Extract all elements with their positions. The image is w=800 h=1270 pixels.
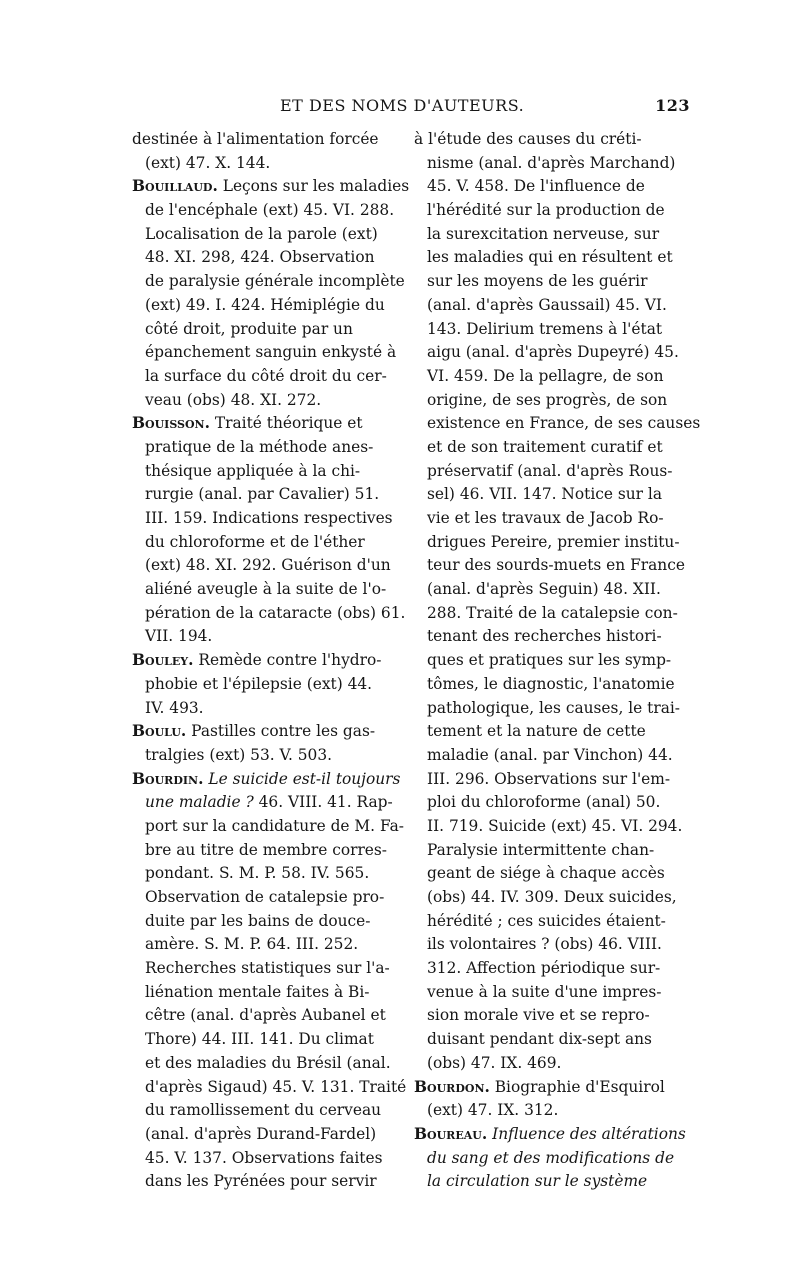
- text-line: [132, 270, 405, 294]
- text-line: [132, 673, 388, 697]
- text-segment: Biographie d'Esquirol: [489, 1077, 665, 1096]
- text-line: [414, 483, 688, 507]
- text-segment: Recherches statistiques sur l'a-: [145, 959, 390, 978]
- text-segment: ques et pratiques sur les symp-: [427, 651, 672, 670]
- text-segment: (anal. d'après Seguin) 48. XII.: [427, 580, 661, 599]
- text-line: [132, 625, 388, 649]
- text-line: [414, 815, 688, 839]
- index-entry: [414, 1123, 688, 1194]
- text-line: [132, 483, 388, 507]
- text-segment: du ramollissement du cerveau: [145, 1101, 382, 1120]
- text-segment: Influence des altérations: [492, 1124, 686, 1143]
- text-line: [414, 720, 688, 744]
- text-segment: pération de la cataracte (obs) 61.: [145, 603, 406, 622]
- text-line: [414, 1147, 688, 1171]
- text-segment: III. 159. Indications respectives: [145, 509, 393, 527]
- text-segment: épanchement sanguin enkysté à: [145, 343, 397, 362]
- text-segment: 48. XI. 298, 424. Observation: [145, 248, 375, 267]
- text-line: [132, 1147, 388, 1171]
- text-line: [132, 223, 388, 247]
- text-line: [414, 839, 688, 863]
- text-segment: phobie et l'épilepsie (ext) 44.: [145, 674, 373, 693]
- text-segment: Thore) 44. III. 141. Du climat: [145, 1030, 374, 1049]
- text-segment: du sang et des modifications de: [427, 1148, 675, 1167]
- text-segment: veau (obs) 48. XI. 272.: [145, 390, 322, 409]
- text-line: [414, 957, 688, 981]
- text-segment: et des maladies du Brésil (anal.: [145, 1053, 391, 1072]
- text-line: [414, 981, 688, 1005]
- text-segment: Traité théorique et: [209, 414, 363, 433]
- text-segment: duite par les bains de douce-: [145, 911, 371, 930]
- text-line: [132, 933, 388, 957]
- text-line: [414, 602, 688, 626]
- text-line: [132, 768, 401, 792]
- text-line: [414, 270, 688, 294]
- running-title: ET DES NOMS D'AUTEURS.: [280, 96, 525, 115]
- text-line: [132, 649, 388, 673]
- text-line: [132, 531, 388, 555]
- text-segment: amère. S. M. P. 64. III. 252.: [145, 935, 359, 954]
- text-line: [414, 389, 688, 413]
- text-line: [132, 910, 388, 934]
- text-line: [132, 152, 388, 176]
- text-line: [132, 1004, 388, 1028]
- text-segment: destinée à l'alimentation forcée: [132, 130, 379, 148]
- text-segment: (ext) 48. XI. 292. Guérison d'un: [145, 556, 391, 575]
- text-line: [414, 507, 688, 531]
- text-line: [414, 199, 688, 223]
- text-line: [132, 839, 388, 863]
- text-line: [414, 175, 688, 199]
- text-line: [414, 1170, 688, 1194]
- text-line: [132, 1028, 388, 1052]
- text-segment: ploi du chloroforme (anal) 50.: [427, 793, 661, 812]
- text-segment: la surexcitation nerveuse, sur: [427, 224, 660, 243]
- text-segment: 45. V. 458. De l'influence de: [427, 177, 645, 196]
- text-segment: une maladie ?: [145, 793, 254, 812]
- text-segment: VII. 194.: [145, 627, 213, 646]
- text-segment: venue à la suite d'une impres-: [427, 982, 662, 1001]
- text-line: [414, 1076, 688, 1100]
- text-line: [414, 933, 688, 957]
- text-segment: 46. VIII. 41. Rap-: [253, 793, 393, 812]
- author-name: Bourdin.: [132, 769, 204, 788]
- text-line: [132, 318, 388, 342]
- text-segment: la surface du côté droit du cer-: [145, 366, 387, 385]
- text-line: [414, 649, 688, 673]
- text-segment: sel) 46. VII. 147. Notice sur la: [427, 485, 663, 504]
- author-name: Bouillaud.: [132, 177, 218, 196]
- text-segment: teur des sourds-muets en France: [427, 556, 685, 575]
- text-segment: pratique de la méthode anes-: [145, 437, 374, 456]
- text-segment: dans les Pyrénées pour servir: [145, 1172, 377, 1191]
- text-line: [414, 152, 688, 176]
- text-line: [132, 128, 388, 152]
- author-name: Bouisson.: [132, 414, 210, 433]
- text-line: [414, 294, 688, 318]
- text-line: [132, 554, 391, 578]
- text-line: [132, 981, 388, 1005]
- text-segment: III. 296. Observations sur l'em-: [427, 769, 671, 788]
- text-line: [414, 365, 688, 389]
- text-line: [132, 294, 388, 318]
- text-segment: aigu (anal. d'après Dupeyré) 45.: [427, 343, 679, 362]
- text-segment: Paralysie intermittente chan-: [427, 840, 655, 859]
- text-line: [414, 910, 688, 934]
- text-segment: (obs) 47. IX. 469.: [427, 1053, 562, 1072]
- text-line: [132, 1076, 407, 1100]
- text-segment: (anal. d'après Durand-Fardel): [145, 1124, 377, 1143]
- text-segment: de paralysie générale incomplète: [145, 272, 405, 291]
- text-line: [414, 531, 688, 555]
- text-segment: 312. Affection périodique sur-: [427, 959, 661, 978]
- text-line: [132, 1099, 388, 1123]
- index-entry: [132, 649, 388, 720]
- text-line: [132, 697, 388, 721]
- author-name: Bourdon.: [414, 1077, 490, 1096]
- text-segment: cêtre (anal. d'après Aubanel et: [145, 1006, 386, 1025]
- text-line: [414, 862, 688, 886]
- text-segment: les maladies qui en résultent et: [427, 248, 673, 267]
- text-line: [132, 412, 388, 436]
- running-header: [130, 96, 690, 120]
- text-line: [132, 1123, 388, 1147]
- text-segment: 288. Traité de la catalepsie con-: [427, 603, 678, 622]
- text-line: [132, 175, 410, 199]
- text-segment: thésique appliquée à la chi-: [145, 461, 361, 480]
- text-line: [132, 602, 406, 626]
- text-line: [132, 341, 397, 365]
- text-line: [414, 578, 688, 602]
- author-name: Boulu.: [132, 722, 187, 741]
- text-segment: Pastilles contre les gas-: [186, 722, 376, 741]
- text-segment: VI. 459. De la pellagre, de son: [427, 366, 664, 385]
- text-line: [132, 199, 395, 223]
- index-entry: [132, 128, 388, 175]
- text-line: [414, 341, 688, 365]
- text-segment: tralgies (ext) 53. V. 503.: [145, 745, 333, 764]
- text-line: [132, 578, 388, 602]
- text-line: [414, 768, 688, 792]
- text-line: [414, 223, 688, 247]
- text-line: [132, 862, 388, 886]
- text-segment: d'après Sigaud) 45. V. 131. Traité: [145, 1077, 407, 1096]
- text-line: [132, 460, 388, 484]
- text-line: [414, 128, 688, 152]
- text-line: [132, 436, 388, 460]
- text-segment: (ext) 47. X. 144.: [145, 153, 271, 172]
- text-line: [132, 507, 393, 531]
- text-segment: ils volontaires ? (obs) 46. VIII.: [427, 935, 662, 954]
- text-segment: la circulation sur le système: [427, 1172, 648, 1191]
- text-line: [132, 246, 388, 270]
- text-line: [414, 460, 688, 484]
- text-line: [414, 625, 688, 649]
- text-segment: Leçons sur les maladies: [217, 177, 410, 196]
- text-segment: existence en France, de ses causes: [427, 414, 701, 433]
- left-column: [132, 128, 410, 1194]
- text-line: [414, 697, 688, 721]
- text-line: [132, 815, 404, 839]
- text-line: [132, 957, 388, 981]
- text-line: [132, 744, 388, 768]
- text-segment: tement et la nature de cette: [427, 722, 646, 741]
- text-line: [132, 886, 388, 910]
- text-segment: côté droit, produite par un: [145, 319, 353, 338]
- text-segment: pathologique, les causes, le trai-: [427, 698, 680, 717]
- text-line: [414, 1099, 688, 1123]
- text-segment: vie et les travaux de Jacob Ro-: [427, 509, 664, 527]
- text-segment: à l'étude des causes du créti-: [414, 130, 642, 148]
- text-segment: préservatif (anal. d'après Rous-: [427, 461, 673, 480]
- text-line: [414, 554, 688, 578]
- text-segment: l'hérédité sur la production de: [427, 201, 665, 220]
- text-segment: de l'encéphale (ext) 45. VI. 288.: [145, 201, 395, 220]
- author-name: Boureau.: [414, 1124, 488, 1143]
- text-segment: Remède contre l'hydro-: [193, 651, 382, 670]
- text-segment: sur les moyens de les guérir: [427, 272, 648, 291]
- text-line: [414, 1052, 688, 1076]
- text-line: [414, 436, 688, 460]
- text-segment: origine, de ses progrès, de son: [427, 390, 668, 409]
- text-line: [132, 365, 388, 389]
- right-column: [414, 128, 701, 1194]
- index-entry: [132, 175, 410, 412]
- text-line: [414, 886, 688, 910]
- text-segment: Observation de catalepsie pro-: [145, 888, 385, 906]
- author-name: Bouley.: [132, 651, 194, 670]
- text-segment: Localisation de la parole (ext): [145, 224, 378, 243]
- index-entry: [132, 412, 406, 649]
- text-line: [414, 246, 688, 270]
- text-segment: bre au titre de membre corres-: [145, 840, 388, 859]
- text-segment: port sur la candidature de M. Fa-: [145, 816, 404, 835]
- text-segment: nisme (anal. d'après Marchand): [427, 153, 676, 172]
- text-segment: (anal. d'après Gaussail) 45. VI.: [427, 295, 667, 314]
- text-segment: drigues Pereire, premier institu-: [427, 532, 680, 551]
- text-segment: geant de siége à chaque accès: [427, 864, 665, 883]
- text-segment: (ext) 47. IX. 312.: [427, 1101, 559, 1120]
- text-line: [132, 389, 388, 413]
- text-line: [414, 1123, 688, 1147]
- text-segment: 143. Delirium tremens à l'état: [427, 319, 663, 338]
- text-line: [414, 1028, 688, 1052]
- text-line: [414, 318, 688, 342]
- text-segment: tômes, le diagnostic, l'anatomie: [427, 674, 675, 693]
- index-entry: [132, 720, 388, 767]
- text-segment: (ext) 49. I. 424. Hémiplégie du: [145, 295, 385, 314]
- text-segment: Le suicide est-il toujours: [208, 769, 401, 788]
- text-segment: liénation mentale faites à Bi-: [145, 982, 370, 1001]
- text-line: [414, 744, 688, 768]
- text-segment: rurgie (anal. par Cavalier) 51.: [145, 485, 380, 504]
- text-segment: pondant. S. M. P. 58. IV. 565.: [145, 864, 370, 883]
- text-segment: sion morale vive et se repro-: [427, 1006, 650, 1025]
- text-segment: hérédité ; ces suicides étaient-: [427, 911, 666, 930]
- text-line: [414, 1004, 688, 1028]
- text-line: [132, 1052, 391, 1076]
- text-segment: aliéné aveugle à la suite de l'o-: [145, 580, 387, 599]
- page-number: 123: [655, 96, 690, 115]
- text-segment: et de son traitement curatif et: [427, 437, 663, 456]
- text-segment: tenant des recherches histori-: [427, 627, 662, 646]
- text-line: [132, 1170, 388, 1194]
- text-segment: maladie (anal. par Vinchon) 44.: [427, 745, 673, 764]
- text-line: [132, 791, 393, 815]
- text-segment: IV. 493.: [145, 698, 204, 717]
- text-segment: II. 719. Suicide (ext) 45. VI. 294.: [427, 816, 683, 835]
- text-line: [414, 673, 688, 697]
- text-line: [414, 791, 688, 815]
- text-segment: du chloroforme et de l'éther: [145, 532, 365, 551]
- text-segment: duisant pendant dix-sept ans: [427, 1030, 652, 1049]
- index-entry: [132, 768, 407, 1194]
- text-segment: 45. V. 137. Observations faites: [145, 1148, 383, 1167]
- index-entry: [414, 1076, 688, 1123]
- text-line: [414, 412, 701, 436]
- text-line: [132, 720, 388, 744]
- text-segment: (obs) 44. IV. 309. Deux suicides,: [427, 888, 677, 906]
- index-entry: [414, 128, 701, 1076]
